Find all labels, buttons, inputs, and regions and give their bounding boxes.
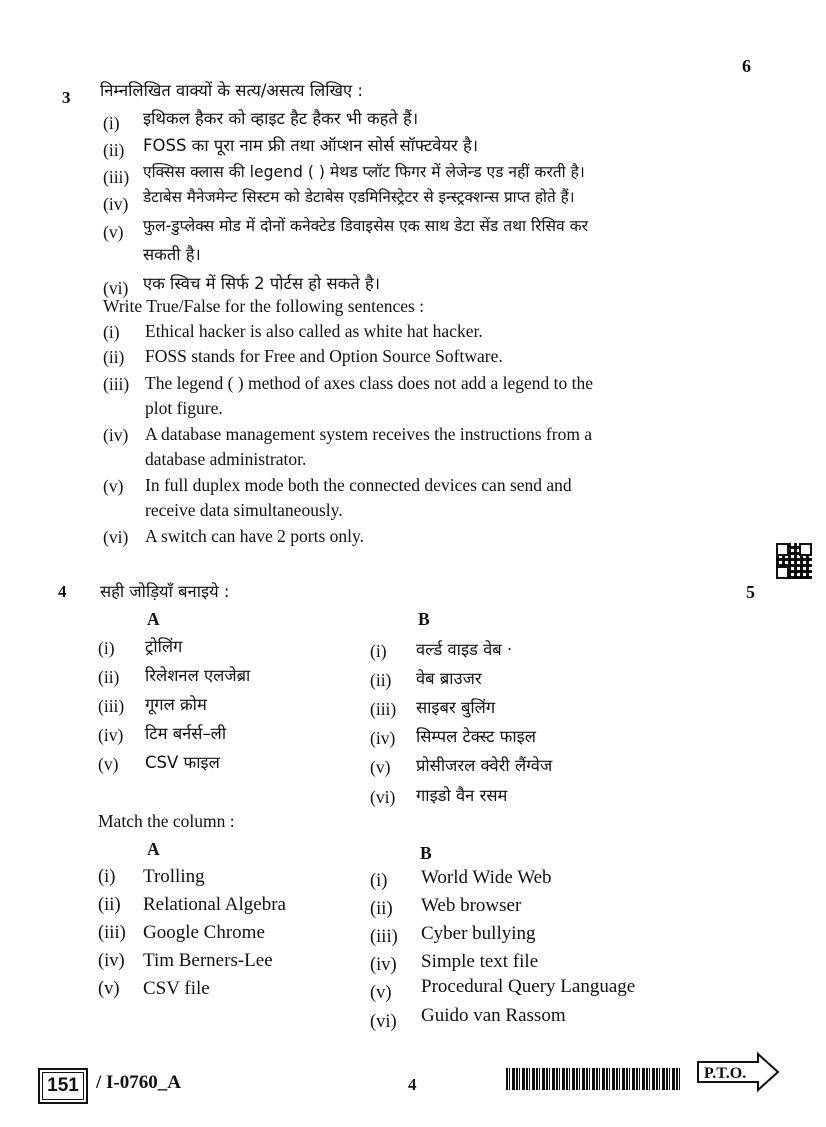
q3-english-item-text: A database management system receives the instructions from a: [145, 424, 593, 444]
match-item-text: ट्रोलिंग: [145, 637, 183, 656]
q3-english-item-num: (i): [103, 322, 120, 342]
qr-code: [776, 543, 812, 579]
pto-label: P.T.O.: [704, 1065, 747, 1082]
match-item-num: (ii): [98, 667, 120, 687]
match-item-text: Trolling: [143, 866, 205, 887]
match-item-num: (iii): [98, 696, 125, 716]
match-item-num: (i): [370, 641, 387, 661]
match-item-text: Relational Algebra: [143, 894, 286, 915]
match-item-num: (iv): [370, 728, 396, 748]
match-item-num: (i): [370, 871, 388, 891]
match-item-num: (ii): [370, 899, 393, 919]
match-item-text: Cyber bullying: [421, 923, 536, 944]
match-item-num: (i): [98, 867, 116, 887]
match-item-num: (iii): [370, 699, 397, 719]
match-item-num: (iv): [98, 725, 124, 745]
match-item-num: (iii): [370, 927, 398, 947]
column-a-heading: A: [147, 609, 160, 629]
q3-english-item-num: (vi): [103, 527, 129, 547]
match-item-text: सिम्पल टेक्स्ट फाइल: [416, 727, 536, 746]
q3-english-item-text: A switch can have 2 ports only.: [145, 526, 365, 546]
match-item-num: (v): [370, 757, 391, 777]
match-item-text: Tim Berners-Lee: [143, 950, 273, 971]
column-b-heading-english: B: [420, 843, 432, 863]
match-item-text: गाइडो वैन रसम: [416, 786, 508, 805]
match-item-text: वर्ल्ड वाइड वेब ·: [416, 640, 513, 659]
question-4-marks: 5: [746, 582, 755, 602]
q3-hindi-item-num: (iv): [103, 194, 129, 214]
q3-hindi-item-text: डेटाबेस मैनेजमेन्ट सिस्टम को डेटाबेस एडमिनिस्ट्रेटर से इन्स्ट्रक्शन्स प्राप्त होते हैं।: [143, 188, 575, 206]
match-item-num: (iv): [98, 951, 125, 971]
q3-hindi-item-text: एक्सिस क्लास की legend ( ) मेथड प्लॉट फिगर में लेजेन्ड एड नहीं करती है।: [143, 163, 585, 181]
q3-english-item-cont: plot figure.: [145, 398, 223, 418]
match-item-num: (i): [98, 638, 115, 658]
question-4-hindi-title: सही जोड़ियाँ बनाइये :: [100, 582, 230, 601]
match-item-num: (vi): [370, 1012, 397, 1032]
q3-hindi-item-num: (ii): [103, 140, 125, 160]
match-item-text: Web browser: [421, 895, 522, 916]
match-item-num: (ii): [98, 895, 121, 915]
q3-hindi-item-text: FOSS का पूरा नाम फ्री तथा ऑप्शन सोर्स सॉफ्टवेयर है।: [143, 136, 479, 155]
match-item-text: CSV file: [143, 978, 210, 999]
match-item-text: Guido van Rassom: [421, 1005, 566, 1026]
match-item-text: Google Chrome: [143, 922, 265, 943]
column-b-heading: B: [418, 609, 430, 629]
match-item-num: (ii): [370, 670, 392, 690]
question-3-number: 3: [62, 88, 71, 107]
q3-hindi-item-num: (i): [103, 113, 120, 133]
barcode: [506, 1068, 682, 1090]
q3-english-item-num: (iii): [103, 374, 130, 394]
q3-hindi-item-cont: सकती है।: [143, 245, 201, 264]
match-item-text: साइबर बुलिंग: [416, 698, 496, 717]
q3-english-item-num: (v): [103, 476, 124, 496]
match-item-num: (iv): [370, 955, 397, 975]
match-item-text: World Wide Web: [421, 867, 552, 888]
match-item-text: CSV फाइल: [145, 753, 220, 772]
match-item-num: (iii): [98, 923, 126, 943]
q3-hindi-item-text: इथिकल हैकर को व्हाइट हैट हैकर भी कहते हैं।: [143, 109, 419, 128]
match-item-text: गूगल क्रोम: [145, 695, 207, 714]
match-item-num: (v): [98, 979, 120, 999]
match-item-num: (vi): [370, 787, 396, 807]
q3-english-item-text: In full duplex mode both the connected devices can send and: [145, 475, 572, 495]
match-item-text: Procedural Query Language: [421, 976, 636, 997]
column-a-heading-english: A: [147, 839, 160, 859]
page-code-box: [38, 1068, 88, 1104]
match-item-num: (v): [98, 754, 119, 774]
q3-english-item-cont: receive data simultaneously.: [145, 500, 343, 520]
q3-english-item-text: FOSS stands for Free and Option Source Software.: [145, 346, 503, 366]
q3-hindi-item-num: (v): [103, 222, 124, 242]
match-item-text: वेब ब्राउजर: [416, 669, 482, 688]
match-item-num: (v): [370, 983, 392, 1003]
q3-hindi-item-num: (vi): [103, 278, 129, 298]
paper-code: / I-0760_A: [96, 1072, 181, 1093]
pto-arrow-icon: [696, 1052, 782, 1092]
question-4-number: 4: [58, 582, 67, 601]
question-3-english-title: Write True/False for the following sentences :: [103, 296, 425, 316]
q3-english-item-cont: database administrator.: [145, 449, 307, 469]
match-item-text: रिलेशनल एलजेब्रा: [145, 666, 251, 685]
match-item-text: टिम बर्नर्स–ली: [145, 724, 227, 743]
page-top-number: 6: [742, 56, 751, 76]
page-number: 4: [408, 1075, 417, 1094]
q3-hindi-item-text: फुल-डुप्लेक्स मोड में दोनों कनेक्टेड डिवाइसेस एक साथ डेटा सेंड तथा रिसिव कर: [143, 217, 589, 235]
q3-english-item-text: The legend ( ) method of axes class does not add a legend to the: [145, 373, 594, 393]
q3-english-item-num: (ii): [103, 347, 125, 367]
question-4-english-title: Match the column :: [98, 811, 235, 831]
q3-hindi-item-num: (iii): [103, 167, 130, 187]
question-3-hindi-title: निम्नलिखित वाक्यों के सत्य/असत्य लिखिए :: [100, 81, 363, 100]
match-item-text: प्रोसीजरल क्वेरी लैंग्वेज: [416, 756, 553, 775]
q3-english-item-num: (iv): [103, 425, 129, 445]
q3-english-item-text: Ethical hacker is also called as white hat hacker.: [145, 321, 483, 341]
page-code: 151: [47, 1075, 79, 1096]
match-item-text: Simple text file: [421, 951, 539, 972]
q3-hindi-item-text: एक स्विच में सिर्फ 2 पोर्टस हो सकते है।: [143, 274, 381, 293]
